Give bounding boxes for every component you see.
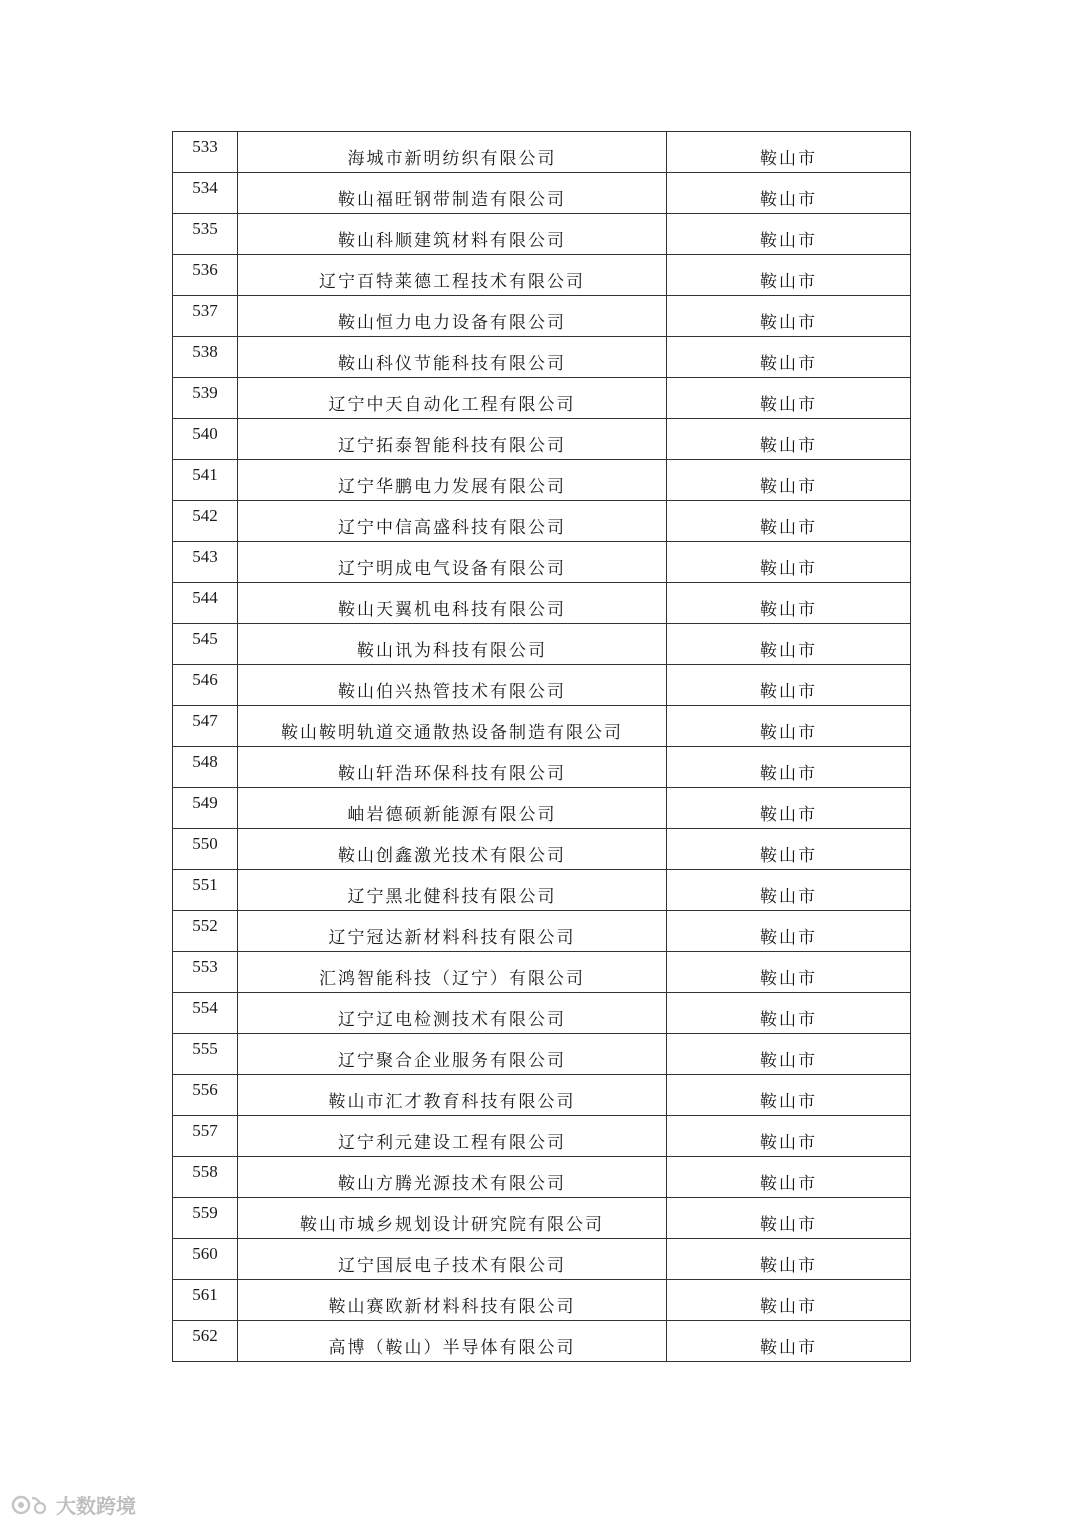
table-row [173, 1239, 911, 1280]
table-row [173, 542, 911, 583]
table-row [173, 1198, 911, 1239]
watermark-text: 大数跨境 [56, 1494, 136, 1518]
city-name: 鞍山市 [667, 419, 911, 460]
row-number: 554 [173, 993, 238, 1034]
table-row [173, 501, 911, 542]
city-name: 鞍山市 [667, 460, 911, 501]
table-row [173, 1280, 911, 1321]
table-row [173, 706, 911, 747]
company-name: 鞍山方腾光源技术有限公司 [238, 1157, 667, 1198]
city-name: 鞍山市 [667, 1239, 911, 1280]
city-name: 鞍山市 [667, 1034, 911, 1075]
company-name: 鞍山轩浩环保科技有限公司 [238, 747, 667, 788]
company-name: 鞍山科顺建筑材料有限公司 [238, 214, 667, 255]
weibo-style-logo-icon [10, 1494, 50, 1516]
city-name: 鞍山市 [667, 378, 911, 419]
table-row [173, 583, 911, 624]
row-number: 549 [173, 788, 238, 829]
company-name: 辽宁聚合企业服务有限公司 [238, 1034, 667, 1075]
company-name: 辽宁辽电检测技术有限公司 [238, 993, 667, 1034]
table-row [173, 1116, 911, 1157]
city-name: 鞍山市 [667, 747, 911, 788]
row-number: 556 [173, 1075, 238, 1116]
table-row [173, 665, 911, 706]
row-number: 544 [173, 583, 238, 624]
company-name: 辽宁华鹏电力发展有限公司 [238, 460, 667, 501]
row-number: 560 [173, 1239, 238, 1280]
city-name: 鞍山市 [667, 542, 911, 583]
company-name: 鞍山恒力电力设备有限公司 [238, 296, 667, 337]
company-name: 鞍山伯兴热管技术有限公司 [238, 665, 667, 706]
city-name: 鞍山市 [667, 952, 911, 993]
row-number: 543 [173, 542, 238, 583]
row-number: 558 [173, 1157, 238, 1198]
city-name: 鞍山市 [667, 132, 911, 173]
company-name: 鞍山市汇才教育科技有限公司 [238, 1075, 667, 1116]
table-row [173, 1157, 911, 1198]
city-name: 鞍山市 [667, 214, 911, 255]
company-name: 汇鸿智能科技（辽宁）有限公司 [238, 952, 667, 993]
row-number: 540 [173, 419, 238, 460]
row-number: 550 [173, 829, 238, 870]
city-name: 鞍山市 [667, 870, 911, 911]
table-row [173, 255, 911, 296]
company-name: 鞍山天翼机电科技有限公司 [238, 583, 667, 624]
company-name: 辽宁中天自动化工程有限公司 [238, 378, 667, 419]
table-row [173, 624, 911, 665]
row-number: 559 [173, 1198, 238, 1239]
row-number: 547 [173, 706, 238, 747]
table-row [173, 952, 911, 993]
watermark [10, 1490, 136, 1519]
city-name: 鞍山市 [667, 1321, 911, 1362]
row-number: 561 [173, 1280, 238, 1321]
city-name: 鞍山市 [667, 665, 911, 706]
row-number: 541 [173, 460, 238, 501]
table-row [173, 870, 911, 911]
row-number: 533 [173, 132, 238, 173]
table-row [173, 1321, 911, 1362]
row-number: 537 [173, 296, 238, 337]
table-row [173, 1075, 911, 1116]
company-name: 鞍山讯为科技有限公司 [238, 624, 667, 665]
row-number: 535 [173, 214, 238, 255]
table-row [173, 173, 911, 214]
row-number: 551 [173, 870, 238, 911]
company-name: 鞍山市城乡规划设计研究院有限公司 [238, 1198, 667, 1239]
row-number: 553 [173, 952, 238, 993]
company-name: 辽宁明成电气设备有限公司 [238, 542, 667, 583]
city-name: 鞍山市 [667, 296, 911, 337]
table-row [173, 419, 911, 460]
table-row [173, 214, 911, 255]
table-row [173, 829, 911, 870]
city-name: 鞍山市 [667, 1280, 911, 1321]
city-name: 鞍山市 [667, 583, 911, 624]
company-name: 鞍山创鑫激光技术有限公司 [238, 829, 667, 870]
row-number: 562 [173, 1321, 238, 1362]
table-row [173, 747, 911, 788]
city-name: 鞍山市 [667, 706, 911, 747]
city-name: 鞍山市 [667, 829, 911, 870]
row-number: 538 [173, 337, 238, 378]
city-name: 鞍山市 [667, 1116, 911, 1157]
company-name: 鞍山福旺钢带制造有限公司 [238, 173, 667, 214]
city-name: 鞍山市 [667, 173, 911, 214]
company-name: 鞍山科仪节能科技有限公司 [238, 337, 667, 378]
table-row [173, 296, 911, 337]
city-name: 鞍山市 [667, 501, 911, 542]
table-row [173, 788, 911, 829]
table-row [173, 378, 911, 419]
city-name: 鞍山市 [667, 788, 911, 829]
company-name: 辽宁拓泰智能科技有限公司 [238, 419, 667, 460]
row-number: 552 [173, 911, 238, 952]
row-number: 534 [173, 173, 238, 214]
row-number: 545 [173, 624, 238, 665]
table-row [173, 993, 911, 1034]
row-number: 557 [173, 1116, 238, 1157]
row-number: 536 [173, 255, 238, 296]
company-name: 鞍山赛欧新材料科技有限公司 [238, 1280, 667, 1321]
company-name: 辽宁冠达新材料科技有限公司 [238, 911, 667, 952]
row-number: 555 [173, 1034, 238, 1075]
company-name: 辽宁黑北健科技有限公司 [238, 870, 667, 911]
company-name: 岫岩德硕新能源有限公司 [238, 788, 667, 829]
table-row [173, 337, 911, 378]
city-name: 鞍山市 [667, 624, 911, 665]
company-name: 辽宁国辰电子技术有限公司 [238, 1239, 667, 1280]
table-row [173, 460, 911, 501]
city-name: 鞍山市 [667, 255, 911, 296]
table-row [173, 1034, 911, 1075]
table-body [173, 132, 911, 1362]
city-name: 鞍山市 [667, 993, 911, 1034]
row-number: 548 [173, 747, 238, 788]
city-name: 鞍山市 [667, 337, 911, 378]
city-name: 鞍山市 [667, 1157, 911, 1198]
city-name: 鞍山市 [667, 911, 911, 952]
row-number: 539 [173, 378, 238, 419]
company-name: 高博（鞍山）半导体有限公司 [238, 1321, 667, 1362]
city-name: 鞍山市 [667, 1198, 911, 1239]
city-name: 鞍山市 [667, 1075, 911, 1116]
company-name: 鞍山鞍明轨道交通散热设备制造有限公司 [238, 706, 667, 747]
table-row [173, 911, 911, 952]
company-name: 辽宁利元建设工程有限公司 [238, 1116, 667, 1157]
company-name: 辽宁中信高盛科技有限公司 [238, 501, 667, 542]
table-row [173, 132, 911, 173]
company-name: 海城市新明纺织有限公司 [238, 132, 667, 173]
company-list-table [172, 131, 911, 1362]
row-number: 542 [173, 501, 238, 542]
company-name: 辽宁百特莱德工程技术有限公司 [238, 255, 667, 296]
row-number: 546 [173, 665, 238, 706]
